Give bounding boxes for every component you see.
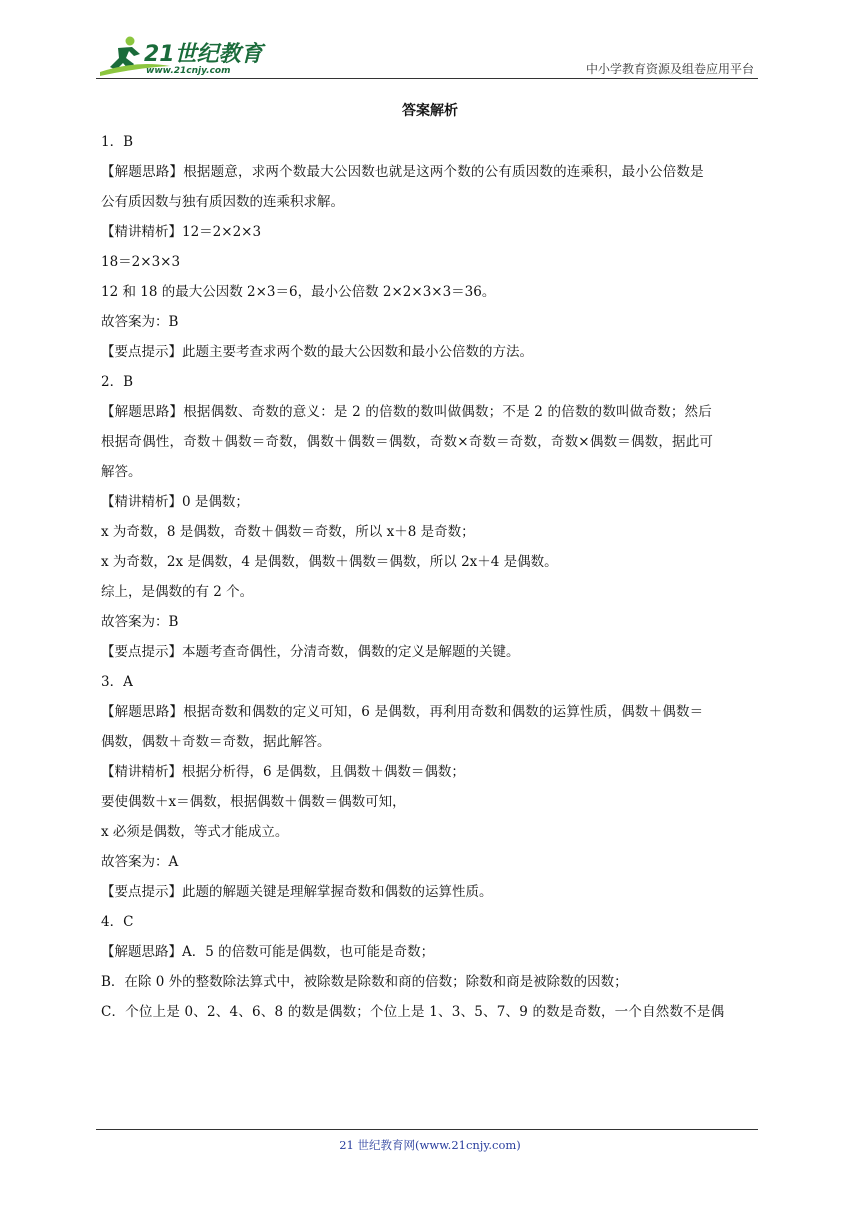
text-line: 18＝2×3×3 bbox=[101, 254, 181, 270]
text-line: C．个位上是 0、2、4、6、8 的数是偶数；个位上是 1、3、5、7、9 的数是奇数，一个自然数不是偶 bbox=[101, 1004, 725, 1020]
text-line: 【精讲精析】0 是偶数； bbox=[101, 494, 249, 510]
text-line: x 为奇数，2x 是偶数，4 是偶数，偶数＋偶数＝偶数，所以 2x＋4 是偶数。 bbox=[101, 554, 558, 570]
page-title: 答案解析 bbox=[402, 103, 458, 119]
text-line: 【精讲精析】根据分析得，6 是偶数，且偶数＋偶数＝偶数； bbox=[101, 764, 465, 780]
text-line: 4．C bbox=[101, 914, 134, 930]
text-line: 【解题思路】根据偶数、奇数的意义：是 2 的倍数的数叫做偶数；不是 2 的倍数的数叫做奇数；然后 bbox=[101, 404, 712, 420]
text-line: 12 和 18 的最大公因数 2×3＝6，最小公倍数 2×2×3×3＝36。 bbox=[101, 284, 496, 300]
text-line: x 必须是偶数，等式才能成立。 bbox=[101, 824, 289, 840]
text-line: 综上，是偶数的有 2 个。 bbox=[101, 584, 254, 600]
text-line: 1．B bbox=[101, 134, 134, 150]
text-line: 故答案为：B bbox=[101, 614, 179, 630]
text-line: 【要点提示】此题的解题关键是理解掌握奇数和偶数的运算性质。 bbox=[101, 884, 493, 900]
text-line: 故答案为：A bbox=[101, 854, 179, 870]
page-footer[interactable]: 21 世纪教育网(www.21cnjy.com) bbox=[339, 1138, 521, 1152]
text-line: 【要点提示】此题主要考查求两个数的最大公因数和最小公倍数的方法。 bbox=[101, 344, 533, 360]
text-line: 公有质因数与独有质因数的连乘积求解。 bbox=[101, 194, 344, 210]
text-line: 【解题思路】根据奇数和偶数的定义可知，6 是偶数，再利用奇数和偶数的运算性质，偶数＋偶数＝ bbox=[101, 704, 704, 720]
answer-content bbox=[101, 127, 763, 1027]
page-header bbox=[96, 30, 758, 80]
text-line: 3．A bbox=[101, 674, 133, 690]
text-line: 【精讲精析】12＝2×2×3 bbox=[101, 224, 262, 240]
text-line: 要使偶数＋x＝偶数，根据偶数＋偶数＝偶数可知， bbox=[101, 794, 406, 810]
text-line: 【解题思路】A．5 的倍数可能是偶数，也可能是奇数； bbox=[101, 944, 435, 960]
text-line: 偶数，偶数＋奇数＝奇数，据此解答。 bbox=[101, 734, 331, 750]
text-line: 解答。 bbox=[101, 464, 142, 480]
text-line: B．在除 0 外的整数除法算式中，被除数是除数和商的倍数；除数和商是被除数的因数； bbox=[101, 974, 628, 990]
text-line: x 为奇数，8 是偶数，奇数＋偶数＝奇数，所以 x＋8 是奇数； bbox=[101, 524, 475, 540]
text-line: 根据奇偶性，奇数＋偶数＝奇数，偶数＋偶数＝偶数，奇数×奇数＝奇数，奇数×偶数＝偶数，据此可 bbox=[101, 434, 714, 450]
text-line: 【解题思路】根据题意，求两个数最大公因数也就是这两个数的公有质因数的连乘积，最小公倍数是 bbox=[101, 164, 704, 180]
text-line: 故答案为：B bbox=[101, 314, 179, 330]
svg-text:21世纪教育: 21世纪教育 bbox=[144, 42, 263, 67]
svg-text:www.21cnjy.com: www.21cnjy.com bbox=[146, 66, 231, 76]
brand-logo bbox=[96, 30, 266, 78]
runner-logo-icon bbox=[96, 30, 266, 78]
footer-divider bbox=[96, 1129, 758, 1130]
header-divider bbox=[96, 78, 758, 79]
text-line: 【要点提示】本题考查奇偶性，分清奇数，偶数的定义是解题的关键。 bbox=[101, 644, 520, 660]
platform-name: 中小学教育资源及组卷应用平台 bbox=[585, 62, 754, 76]
text-line: 2．B bbox=[101, 374, 134, 390]
